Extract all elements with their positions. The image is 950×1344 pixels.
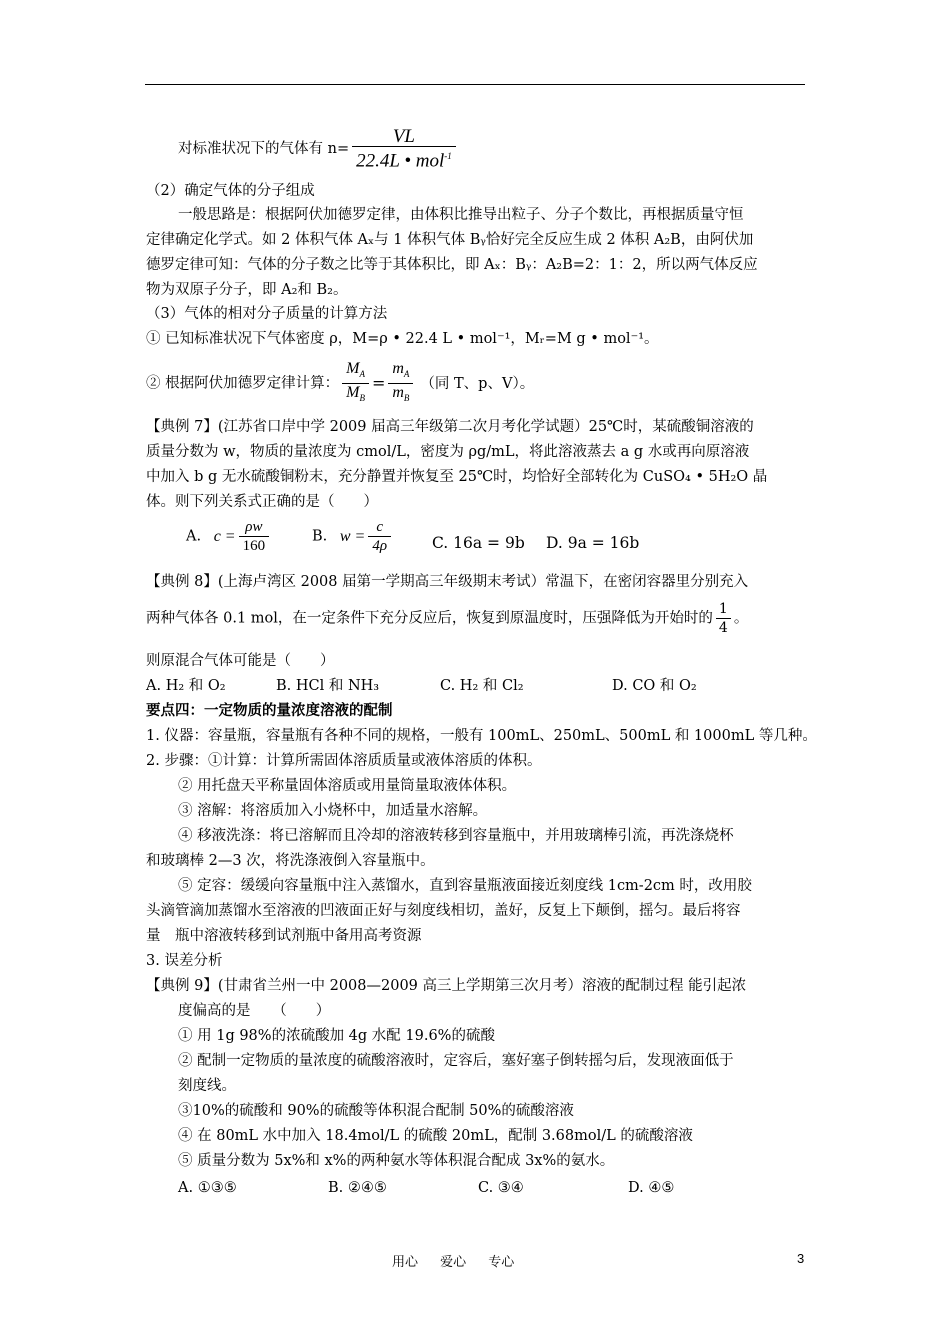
step-line: ③ 溶解：将溶质加入小烧杯中，加适量水溶解。 bbox=[178, 803, 488, 819]
example-8-line: 【典例 8】(上海卢湾区 2008 届第一学期高三年级期末考试）常温下，在密闭容器里分别充入 bbox=[146, 574, 749, 590]
example-9-option-b: B. ②④⑤ bbox=[328, 1180, 387, 1196]
example-9-item: ② 配制一定物质的量浓度的硫酸溶液时，定容后，塞好塞子倒转摇匀后，发现液面低于 bbox=[178, 1053, 734, 1069]
example-7-option-c: C. 16a = 9b bbox=[432, 534, 525, 552]
example-7-option-d: D. 9a = 16b bbox=[546, 534, 640, 552]
example-8-option-d: D. CO 和 O₂ bbox=[612, 678, 697, 694]
example-9-item: ⑤ 质量分数为 5x%和 x%的两种氨水等体积混合配成 3x%的氨水。 bbox=[178, 1153, 615, 1169]
example-9-option-d: D. ④⑤ bbox=[628, 1180, 675, 1196]
fraction-numerator: VL bbox=[352, 128, 456, 147]
moles-fraction bbox=[352, 128, 456, 170]
equals-sign: = bbox=[371, 373, 386, 393]
example-7-option-a: A. c = $\frac{\rho w}{160}$ bbox=[186, 518, 272, 555]
method-2-condition: （同 T、p、V）。 bbox=[420, 375, 535, 392]
example-9-line: 【典例 9】(甘肃省兰州一中 2008—2009 高三上学期第三次月考）溶液的配制过程 能引起浓 bbox=[146, 978, 747, 994]
pressure-fraction: $\frac{1}{4}$ bbox=[716, 600, 731, 637]
example-8-option-b: B. HCl 和 NH₃ bbox=[276, 678, 380, 694]
steps-line: 2. 步骤：①计算：计算所需固体溶质质量或液体溶质的体积。 bbox=[146, 753, 542, 769]
step-line: 和玻璃棒 2—3 次，将洗涤液倒入容量瓶中。 bbox=[146, 853, 435, 869]
method-2 bbox=[146, 360, 534, 407]
page-footer: 用心 爱心 专心 bbox=[392, 1255, 515, 1270]
instrument-line: 1. 仪器：容量瓶，容量瓶有各种不同的规格，一般有 100mL、250mL、500mL 和 1000mL 等几种。 bbox=[146, 728, 817, 744]
example-9-item: ① 用 1g 98%的浓硫酸加 4g 水配 19.6%的硫酸 bbox=[178, 1028, 495, 1044]
example-7-line: 中加入 b g 无水硫酸铜粉末，充分静置并恢复至 25℃时，均恰好全部转化为 CuSO₄ • 5H₂O 晶 bbox=[146, 469, 768, 485]
header-rule bbox=[145, 84, 805, 85]
section-heading-3: （3）气体的相对分子质量的计算方法 bbox=[146, 306, 388, 322]
paragraph-line: 德罗定律可知：气体的分子数之比等于其体积比，即 Aₓ：Bᵧ：A₂B=2：1：2，所以两气体反应 bbox=[146, 257, 758, 273]
step-line: ② 用托盘天平称量固体溶质或用量筒量取液体体积。 bbox=[178, 778, 517, 794]
section-heading-2: （2）确定气体的分子组成 bbox=[146, 183, 315, 199]
step-line: 量 瓶中溶液转移到试剂瓶中备用高考资源 bbox=[146, 928, 422, 944]
example-9-item: ③10%的硫酸和 90%的硫酸等体积混合配制 50%的硫酸溶液 bbox=[178, 1103, 574, 1119]
example-9-line: 度偏高的是 （ ） bbox=[178, 1003, 331, 1019]
example-7-option-b: B. w = $\frac{c}{4\rho}$ bbox=[312, 518, 394, 555]
example-7-line: 质量分数为 w，物质的量浓度为 cmol/L，密度为 ρg/mL，将此溶液蒸去 a g 水或再向原溶液 bbox=[146, 444, 750, 460]
formula-prefix: 对标准状况下的气体有 n= bbox=[178, 141, 350, 158]
error-analysis-heading: 3. 误差分析 bbox=[146, 953, 223, 969]
example-8-line: 两种气体各 0.1 mol，在一定条件下充分反应后，恢复到原温度时，压强降低为开始时的 $\frac{1}{4}$ 。 bbox=[146, 601, 749, 636]
fraction-denominator bbox=[352, 147, 456, 170]
example-8-option-c: C. H₂ 和 Cl₂ bbox=[440, 678, 524, 694]
paragraph-line: 定律确定化学式。如 2 体积气体 Aₓ与 1 体积气体 Bᵧ恰好完全反应生成 2 体积 A₂B，由阿伏加 bbox=[146, 232, 754, 248]
example-8-line: 则原混合气体可能是（ ） bbox=[146, 653, 335, 669]
molar-mass-ratio: $\frac{M_A}{M_B}$ bbox=[342, 360, 369, 407]
denominator-text: 22.4L • mol bbox=[356, 150, 445, 172]
example-9-item: 刻度线。 bbox=[178, 1078, 236, 1094]
example-9-option-a: A. ①③⑤ bbox=[178, 1180, 237, 1196]
example-9-item: ④ 在 80mL 水中加入 18.4mol/L 的硫酸 20mL，配制 3.68mol/L 的硫酸溶液 bbox=[178, 1128, 693, 1144]
step-line: ⑤ 定容：缓缓向容量瓶中注入蒸馏水，直到容量瓶液面接近刻度线 1cm-2cm 时，改用胶 bbox=[178, 878, 752, 894]
example-8-option-a: A. H₂ 和 O₂ bbox=[146, 678, 226, 694]
example-9-option-c: C. ③④ bbox=[478, 1180, 524, 1196]
step-line: ④ 移液洗涤：将已溶解而且冷却的溶液转移到容量瓶中，并用玻璃棒引流，再洗涤烧杯 bbox=[178, 828, 734, 844]
key-point-4-heading: 要点四：一定物质的量浓度溶液的配制 bbox=[146, 702, 393, 719]
method-2-label: ② 根据阿伏加德罗定律计算： bbox=[146, 375, 340, 392]
gas-moles-formula bbox=[178, 128, 459, 170]
paragraph-line: 物为双原子分子，即 A₂和 B₂。 bbox=[146, 282, 348, 298]
mass-ratio: $\frac{m_A}{m_B}$ bbox=[388, 360, 413, 407]
page-number: 3 bbox=[797, 1251, 805, 1266]
step-line: 头滴管滴加蒸馏水至溶液的凹液面正好与刻度线相切，盖好，反复上下颠倒，摇匀。最后将容 bbox=[146, 903, 741, 919]
method-1: ① 已知标准状况下气体密度 ρ，M=ρ • 22.4 L • mol⁻¹，Mᵣ=M g • mol⁻¹。 bbox=[146, 331, 659, 347]
exponent: -1 bbox=[444, 151, 452, 161]
example-7-line: 【典例 7】(江苏省口岸中学 2009 届高三年级第二次月考化学试题）25℃时，某硫酸铜溶液的 bbox=[146, 419, 754, 435]
example-7-line: 体。则下列关系式正确的是（ ） bbox=[146, 494, 378, 510]
paragraph-line: 一般思路是：根据阿伏加德罗定律，由体积比推导出粒子、分子个数比，再根据质量守恒 bbox=[178, 207, 744, 223]
